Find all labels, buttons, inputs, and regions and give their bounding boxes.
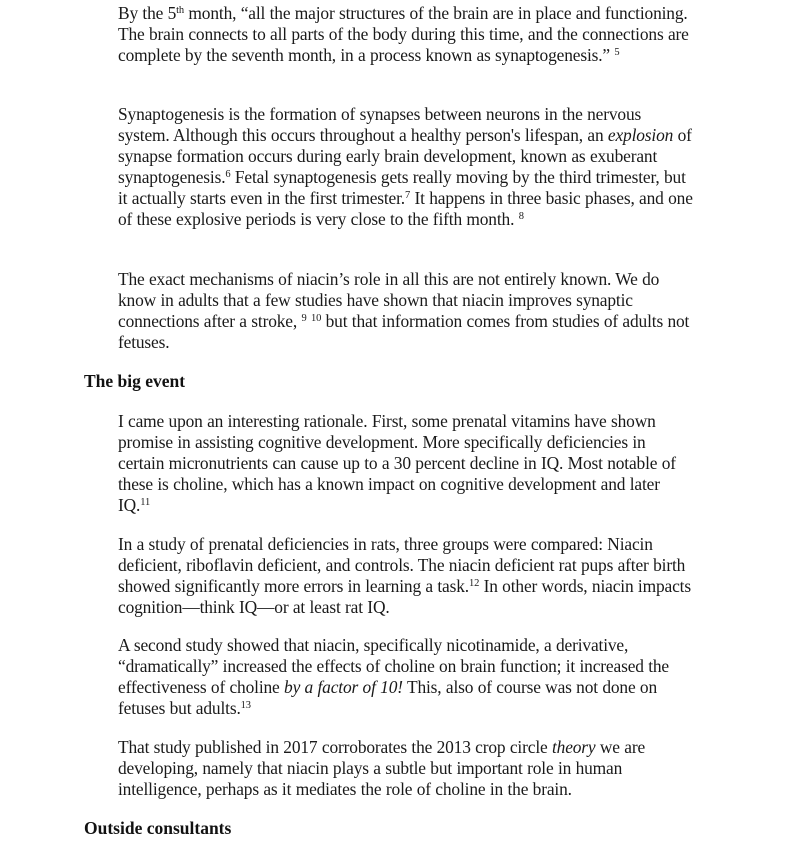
paragraph-crop-circle-theory — [118, 737, 693, 800]
footnote-ref-7[interactable]: 7 — [405, 190, 411, 202]
text: This, also of course was not done on fetuses but adults. — [118, 677, 658, 719]
paragraph-rationale — [118, 411, 693, 516]
emphasis: theory — [551, 737, 596, 757]
paragraph-niacin-mechanisms — [118, 269, 693, 353]
text: month, “all the major structures of the brain are in place and functioning. The brain connects to all parts of the body during this time, and the connections are complete by the seventh month, in a process known as synaptogenesis.” — [118, 3, 689, 66]
footnote-ref-5[interactable]: 5 — [614, 47, 620, 59]
text: It happens in three basic phases, and one of these explosive periods is very close to the fifth month. — [118, 188, 693, 230]
text: but that information comes from studies of adults not fetuses. — [118, 311, 690, 353]
paragraph-synaptogenesis — [118, 104, 693, 231]
footnote-ref-6[interactable]: 6 — [225, 169, 231, 181]
paragraph-fifth-month — [118, 3, 693, 66]
emphasis: by a factor of 10! — [284, 677, 403, 698]
text: In a study of prenatal deficiencies in rats, three groups were compared: Niacin deficient, riboflavin deficient, and controls. The niacin deficient rat pups after birth showed significantly more errors in learning a task. — [118, 534, 686, 597]
text: The exact mechanisms of niacin’s role in all this are not entirely known. We do know in adults that a few studies have shown that niacin improves synaptic connections after a stroke, — [118, 269, 660, 332]
section-heading-outside-consultants: Outside consultants — [84, 818, 232, 838]
text: we are developing, namely that niacin plays a subtle but important role in human intelligence, perhaps as it mediates the role of choline in the brain. — [118, 737, 646, 800]
text: Synaptogenesis is the formation of synapses between neurons in the nervous system. Although this occurs throughout a healthy person's lifespan, an — [118, 104, 642, 146]
text: Fetal synaptogenesis gets really moving by the third trimester, but it actually starts even in the first trimester. — [118, 167, 686, 209]
footnote-ref-9[interactable]: 9 — [301, 313, 307, 325]
footnote-ref-12[interactable]: 12 — [468, 578, 480, 590]
footnote-ref-11[interactable]: 11 — [140, 497, 151, 509]
section-heading-big-event: The big event — [84, 371, 186, 391]
paragraph-rat-study — [118, 534, 693, 618]
footnote-ref-8[interactable]: 8 — [518, 211, 524, 223]
footnote-ref-10[interactable]: 10 — [311, 313, 322, 325]
text: A second study showed that niacin, specifically nicotinamide, a derivative, “dramatically” increased the effects of choline on brain function; it increased the effectiveness of choline — [118, 635, 669, 698]
paragraph-second-study — [118, 635, 693, 719]
emphasis: explosion — [607, 125, 674, 146]
text: That study published in 2017 corroborates the 2013 crop circle — [118, 737, 552, 757]
text: By the 5 — [118, 3, 177, 23]
footnote-ref-13[interactable]: 13 — [240, 700, 251, 712]
text: I came upon an interesting rationale. First, some prenatal vitamins have shown promise in assisting cognitive development. More specifically deficiencies in certain micronutrients can cause up to a 30 percent decline in IQ. Most notable of these is choline, which has a known impact on cognitive development and later IQ. — [118, 411, 676, 516]
text: In other words, niacin impacts cognition—think IQ—or at least rat IQ. — [118, 576, 691, 618]
ordinal-suffix: th — [176, 5, 185, 16]
text: of synapse formation occurs during early brain development, known as exuberant synaptogenesis. — [118, 125, 692, 188]
